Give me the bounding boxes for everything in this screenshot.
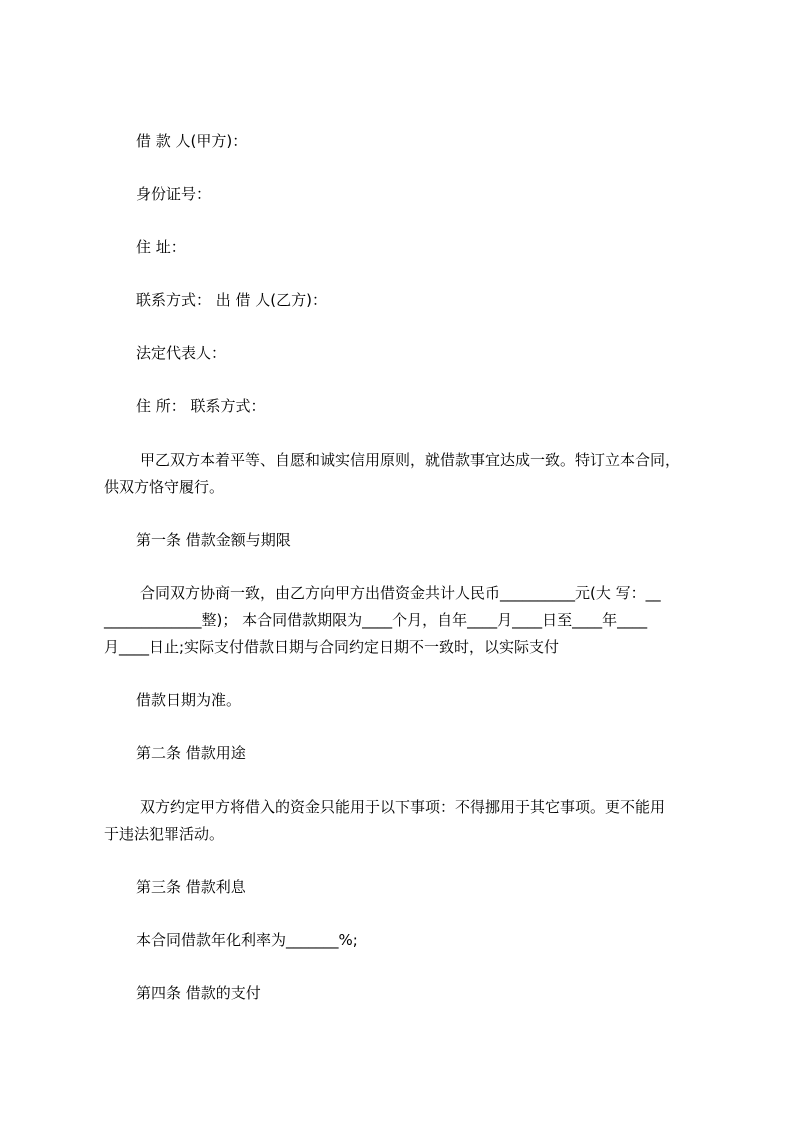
preamble-line-1: 甲乙双方本着平等、自愿和诚实信用原则，就借款事宜达成一致。特订立本合同， xyxy=(140,451,681,469)
article-2-line-1: 双方约定甲方将借入的资金只能用于以下事项：不得挪用于其它事项。更不能用 xyxy=(140,798,666,816)
address-line: 住 址： xyxy=(136,238,186,256)
article-2-line-2: 于违法犯罪活动。 xyxy=(104,825,225,843)
article-1-heading: 第一条 借款金额与期限 xyxy=(136,531,291,549)
article-3-heading: 第三条 借款利息 xyxy=(136,878,246,896)
borrower-line: 借 款 人(甲方)： xyxy=(136,132,248,150)
id-number-line: 身份证号： xyxy=(136,185,212,203)
article-3-line-1: 本合同借款年化利率为_______%; xyxy=(136,931,358,949)
preamble-line-2: 供双方恪守履行。 xyxy=(104,478,225,496)
contact-lender-line: 联系方式： 出 借 人(乙方)： xyxy=(136,291,328,309)
article-4-heading: 第四条 借款的支付 xyxy=(136,984,261,1002)
article-1-line-2: _____________整)； 本合同借款期限为____个月，自年____月____日至____年____ xyxy=(104,611,648,629)
article-1-line-3: 月____日止;实际支付借款日期与合同约定日期不一致时，以实际支付 xyxy=(104,638,560,656)
article-1-line-4: 借款日期为准。 xyxy=(136,691,242,709)
residence-contact-line: 住 所： 联系方式： xyxy=(136,397,266,415)
article-1-line-1: 合同双方协商一致，由乙方向甲方出借资金共计人民币__________元(大 写：__ xyxy=(140,584,661,602)
legal-rep-line: 法定代表人： xyxy=(136,344,227,362)
article-2-heading: 第二条 借款用途 xyxy=(136,744,246,762)
